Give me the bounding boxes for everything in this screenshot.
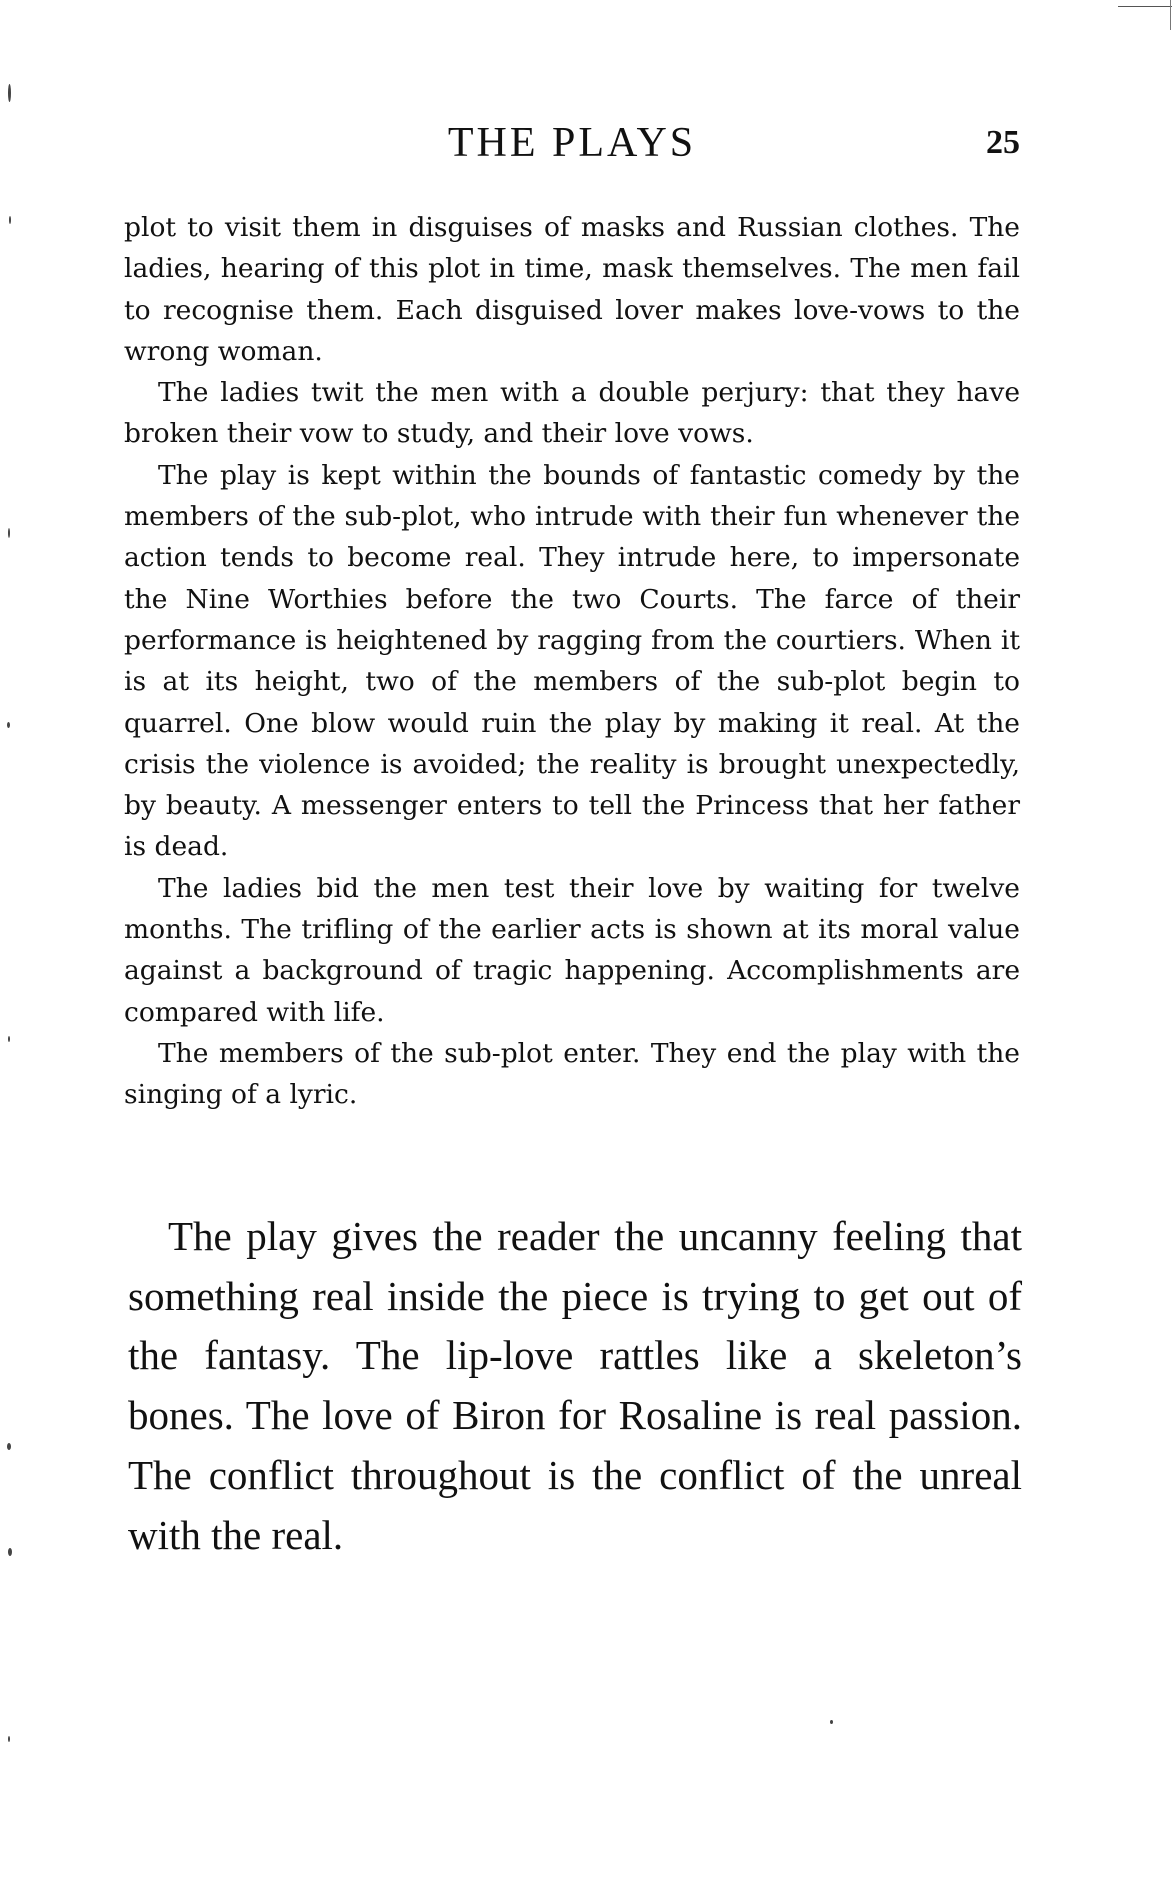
scan-speck [8, 528, 10, 538]
scan-speck [7, 722, 10, 728]
scan-edge-line [1118, 6, 1172, 7]
page-number: 25 [986, 124, 1020, 161]
scan-speck [830, 1720, 833, 1724]
summary-paragraph-3: The play is kept within the bounds of fantastic comedy by the members of the sub-plot, who intrude with their fun whenever the action tends to become real. They intrude here, to impersonate the Nine Worthies before the two Courts. The farce of their performance is heightened by ragging from the courtiers. When it is at its height, two of the members of the sub-plot begin to quarrel. One blow would ruin the play by making it real. At the crisis the violence is avoided; the reality is brought unexpectedly, by beauty. A messenger enters to tell the Princess that her father is dead. [124, 459, 1020, 863]
running-head: THE PLAYS [447, 120, 697, 166]
page-header [124, 118, 1020, 168]
plot-summary [124, 207, 1020, 1116]
summary-paragraph-2: The ladies twit the men with a double perjury: that they have broken their vow to study, and their love vows. [124, 377, 1020, 450]
scan-speck [8, 1736, 10, 1742]
commentary-paragraph: The play gives the reader the uncanny feeling that something real inside the piece is trying to get out of the fantasy. The lip-love rattles like a skeleton’s bones. The love of Biron for Rosaline is real passion. The conflict throughout is the conflict of the unreal with the real. [128, 1213, 1022, 1558]
scan-speck [8, 84, 11, 102]
summary-paragraph-4: The ladies bid the men test their love by waiting for twelve months. The trifling of the earlier acts is shown at its moral value against a background of tragic happening. Accomplishments are compared with life. [124, 872, 1020, 1028]
summary-paragraph-1: plot to visit them in disguises of masks and Russian clothes. The ladies, hearing of this plot in time, mask themselves. The men fail to recognise them. Each disguised lover makes love-vows to the wrong woman. [124, 212, 1020, 367]
scan-edge-line-vertical [1170, 0, 1171, 30]
summary-paragraph-5: The members of the sub-plot enter. They end the play with the singing of a lyric. [124, 1037, 1020, 1111]
scan-speck [8, 1036, 10, 1042]
scan-speck [9, 216, 11, 224]
scan-speck [8, 1548, 12, 1556]
commentary-block [128, 1207, 1022, 1565]
scan-speck [7, 1443, 11, 1450]
